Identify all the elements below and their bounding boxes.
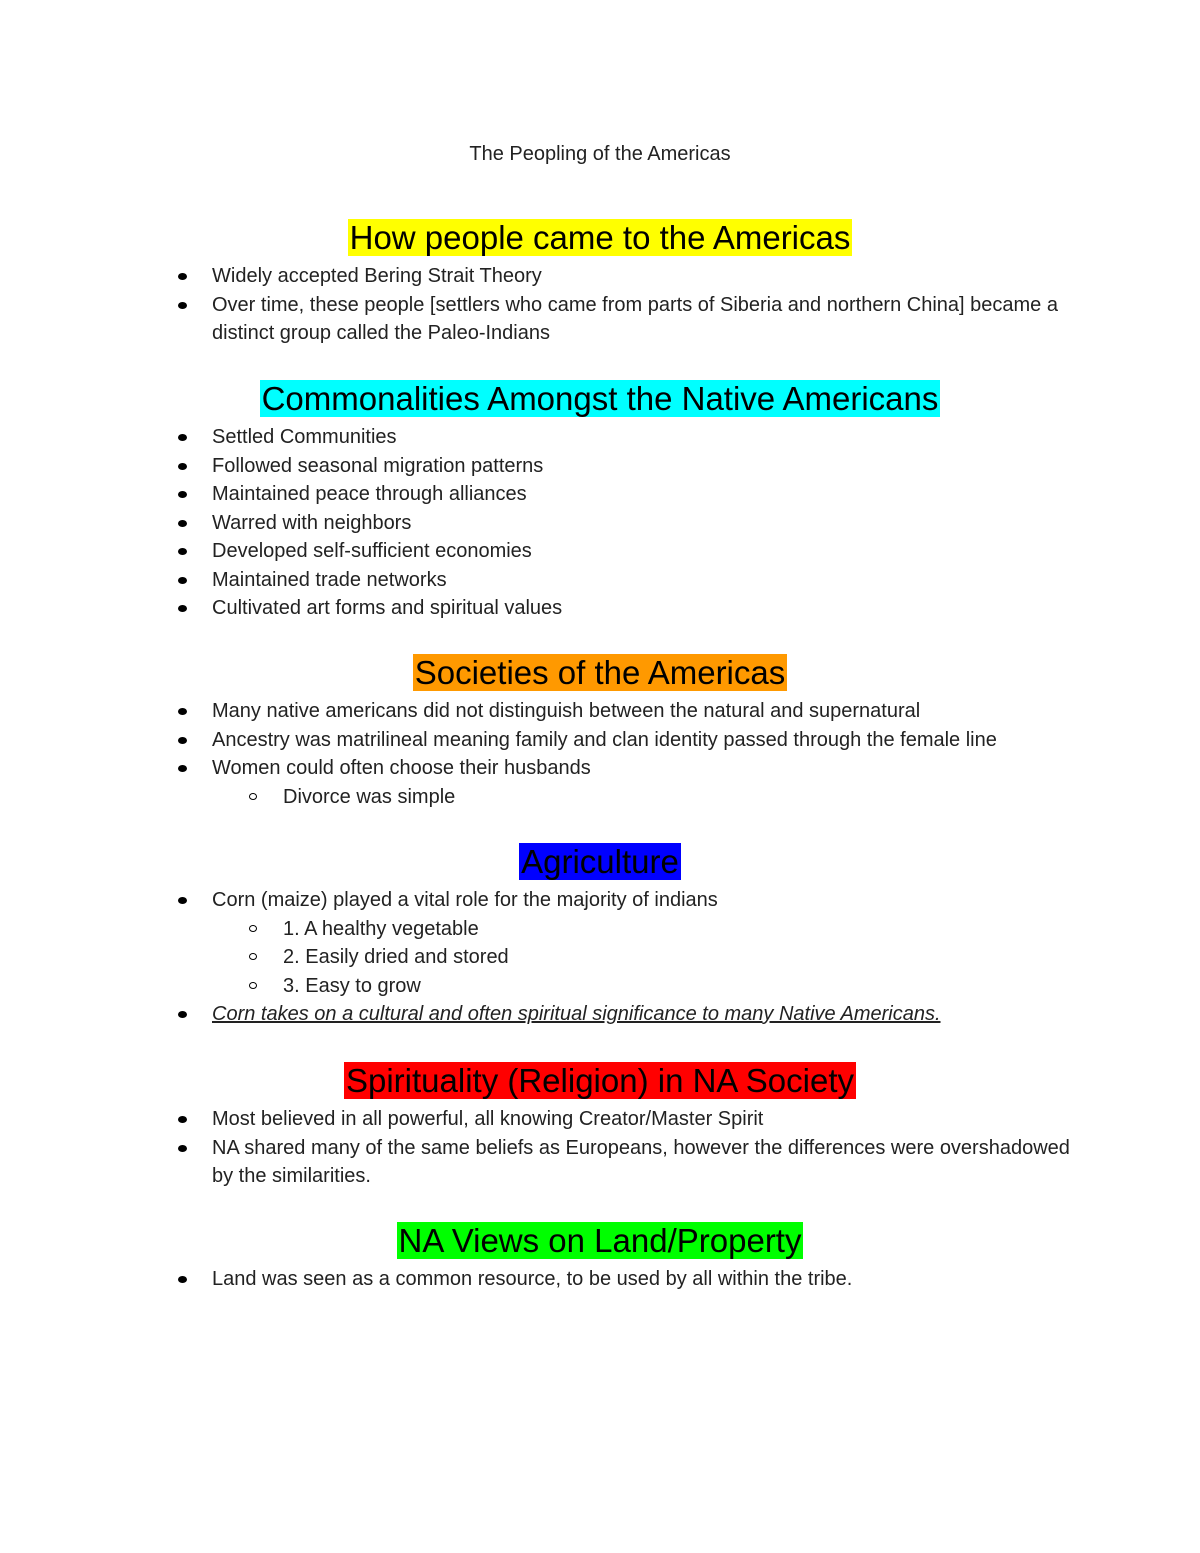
list-item: 3. Easy to grow (0, 972, 1200, 1001)
section-heading-societies (0, 653, 1200, 693)
document-title: The Peopling of the Americas (469, 143, 731, 165)
section-heading-land-property (0, 1221, 1200, 1261)
list-item: Cultivated art forms and spiritual values (0, 594, 1200, 623)
bullet-icon (178, 491, 187, 498)
section-heading-text: Societies of the Americas (414, 654, 786, 691)
section-list-how-people-came (0, 262, 1200, 348)
list-item: Maintained peace through alliances (0, 480, 1200, 509)
section-heading-spirituality (0, 1061, 1200, 1101)
bullet-icon (178, 548, 187, 555)
sub-bullet-icon (249, 953, 257, 960)
bullet-icon (178, 577, 187, 584)
sub-bullet-icon (249, 925, 257, 932)
list-item: Developed self-sufficient economies (0, 537, 1200, 566)
bullet-icon (178, 520, 187, 527)
bullet-icon (178, 1276, 187, 1283)
list-item: Ancestry was matrilineal meaning family and clan identity passed through the female line (0, 726, 1200, 755)
bullet-icon (178, 765, 187, 772)
list-item: Corn (maize) played a vital role for the majority of indians (0, 886, 1200, 915)
list-item: Many native americans did not distinguish between the natural and supernatural (0, 697, 1200, 726)
bullet-icon (178, 434, 187, 441)
section-heading-text: Commonalities Amongst the Native Americans (261, 380, 939, 417)
bullet-icon (178, 302, 187, 309)
list-item: Land was seen as a common resource, to be used by all within the tribe. (0, 1265, 1200, 1294)
list-item: Followed seasonal migration patterns (0, 452, 1200, 481)
section-list-commonalities (0, 423, 1200, 623)
bullet-icon (178, 708, 187, 715)
sub-bullet-icon (249, 793, 257, 800)
list-item: NA shared many of the same beliefs as Europeans, however the differences were overshadowed by the similarities. (0, 1134, 1200, 1191)
list-item: Corn takes on a cultural and often spiritual significance to many Native Americans. (0, 1000, 1200, 1029)
bullet-icon (178, 1011, 187, 1018)
section-heading-agriculture (0, 842, 1200, 882)
section-heading-text: Agriculture (521, 843, 679, 880)
section-heading-text: How people came to the Americas (349, 219, 851, 256)
section-heading-text: Spirituality (Religion) in NA Society (345, 1062, 855, 1099)
list-item: Divorce was simple (0, 783, 1200, 812)
list-item: Over time, these people [settlers who came from parts of Siberia and northern China] became a distinct group called the Paleo-Indians (0, 291, 1200, 348)
list-item: Settled Communities (0, 423, 1200, 452)
bullet-icon (178, 273, 187, 280)
list-item: Warred with neighbors (0, 509, 1200, 538)
section-heading-text: NA Views on Land/Property (398, 1222, 802, 1259)
list-item: Widely accepted Bering Strait Theory (0, 262, 1200, 291)
bullet-icon (178, 463, 187, 470)
section-heading-commonalities (0, 379, 1200, 419)
bullet-icon (178, 1116, 187, 1123)
bullet-icon (178, 605, 187, 612)
section-heading-how-people-came (0, 218, 1200, 258)
sub-bullet-icon (249, 982, 257, 989)
bullet-icon (178, 737, 187, 744)
section-list-societies (0, 697, 1200, 811)
section-list-land-property (0, 1265, 1200, 1294)
list-item: Maintained trade networks (0, 566, 1200, 595)
section-list-spirituality (0, 1105, 1200, 1191)
list-item: 1. A healthy vegetable (0, 915, 1200, 944)
section-list-agriculture (0, 886, 1200, 1029)
list-item: 2. Easily dried and stored (0, 943, 1200, 972)
list-item: Women could often choose their husbands (0, 754, 1200, 783)
list-item: Most believed in all powerful, all knowing Creator/Master Spirit (0, 1105, 1200, 1134)
bullet-icon (178, 1145, 187, 1152)
bullet-icon (178, 897, 187, 904)
